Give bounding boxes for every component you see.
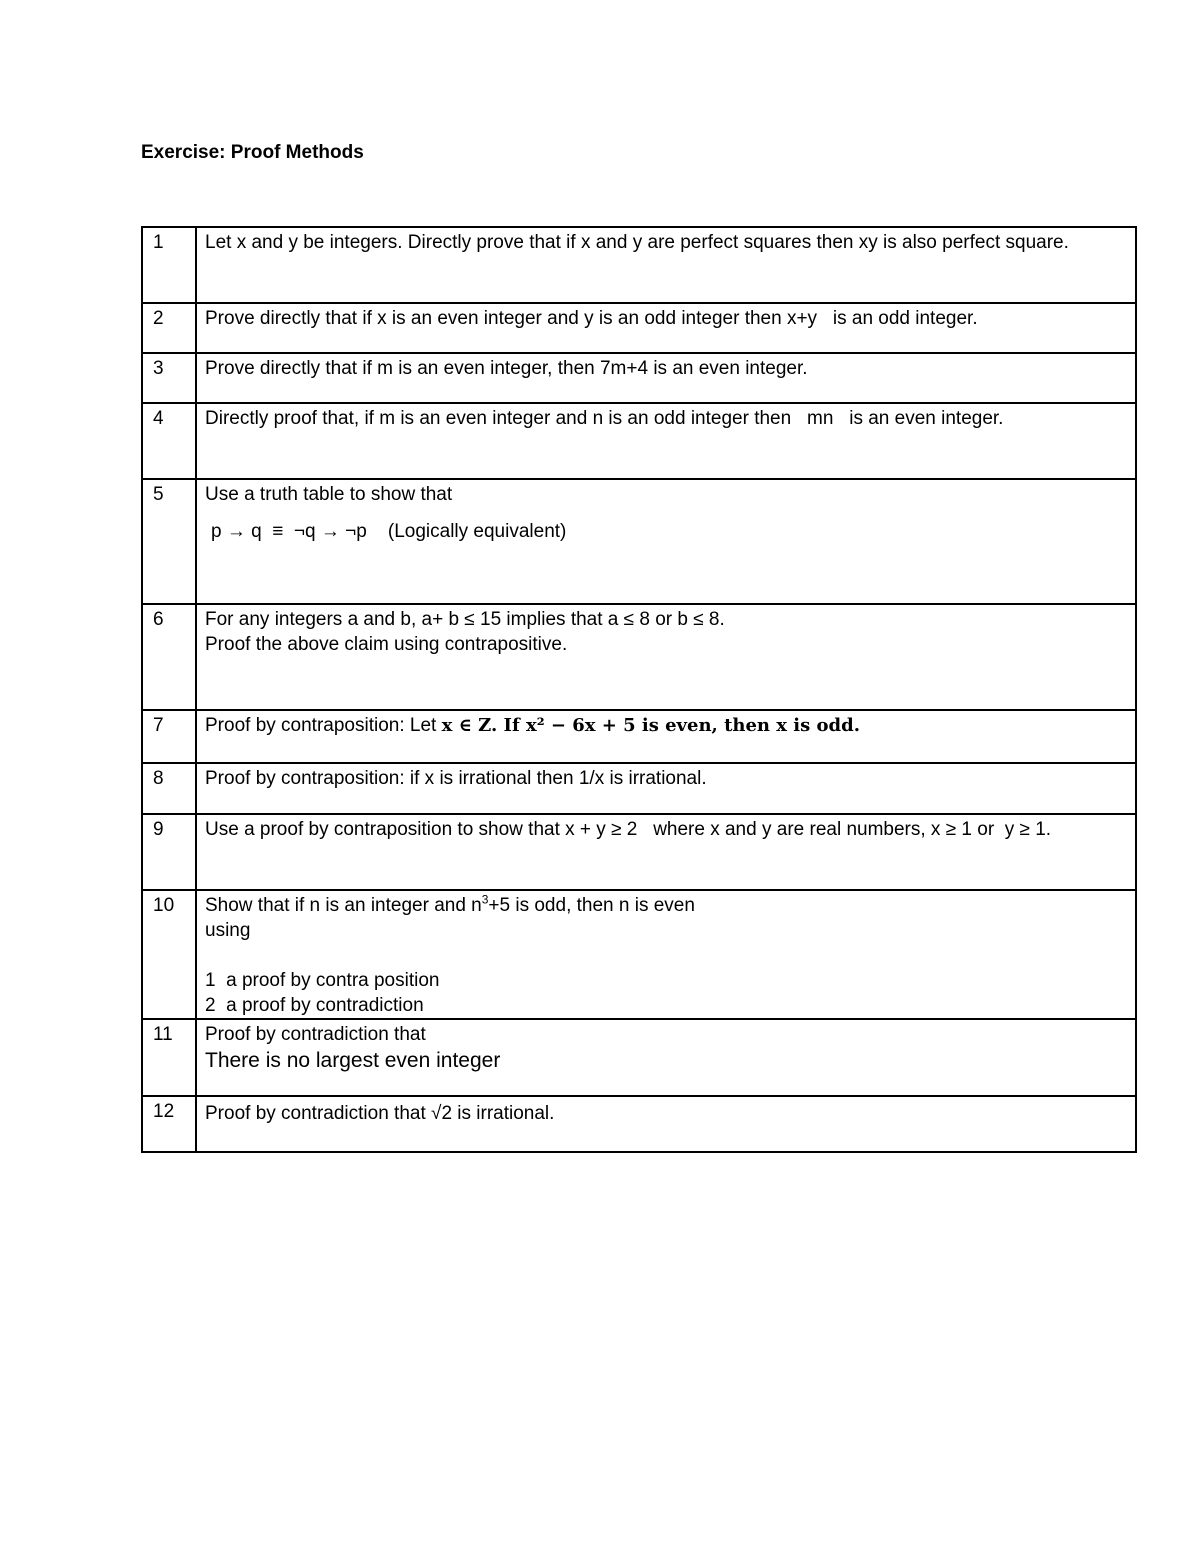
exercise-text: Prove directly that if m is an even integer, then 7m+4 is an even integer. bbox=[196, 353, 1136, 403]
list-item: 2 a proof by contradiction bbox=[205, 995, 424, 1016]
exercise-number: 11 bbox=[142, 1019, 196, 1096]
exercise-number: 1 bbox=[142, 227, 196, 303]
page-title: Exercise: Proof Methods bbox=[141, 142, 364, 163]
exercise-number: 8 bbox=[142, 763, 196, 814]
exercise-text bbox=[196, 479, 1136, 604]
exercise-number: 2 bbox=[142, 303, 196, 353]
exercise-line: Proof the above claim using contrapositive. bbox=[205, 634, 568, 655]
math-expression: x ∈ Z. If x² − 6x + 5 is even, then x is odd. bbox=[441, 715, 860, 736]
table-row bbox=[142, 814, 1136, 890]
table-row bbox=[142, 604, 1136, 710]
superscript: 3 bbox=[481, 892, 489, 907]
exercise-number: 5 bbox=[142, 479, 196, 604]
exercise-table bbox=[141, 226, 1137, 1153]
table-row bbox=[142, 1019, 1136, 1096]
exercise-line: Proof by contraposition: Let bbox=[205, 715, 442, 736]
table-row bbox=[142, 1096, 1136, 1152]
exercise-line: For any integers a and b, a+ b ≤ 15 implies that a ≤ 8 or b ≤ 8. bbox=[205, 609, 725, 630]
table-row bbox=[142, 227, 1136, 303]
logic-equivalence: p → q ≡ ¬q → ¬p (Logically equivalent) bbox=[211, 521, 567, 542]
exercise-number: 12 bbox=[142, 1096, 196, 1152]
exercise-number: 10 bbox=[142, 890, 196, 1019]
spacer bbox=[205, 943, 1127, 968]
table-row bbox=[142, 403, 1136, 479]
table-row bbox=[142, 710, 1136, 763]
exercise-number: 6 bbox=[142, 604, 196, 710]
exercise-text: Prove directly that if x is an even integer and y is an odd integer then x+y is an odd integer. bbox=[196, 303, 1136, 353]
exercise-number: 7 bbox=[142, 710, 196, 763]
table-row bbox=[142, 890, 1136, 1019]
exercise-line-part: Show that if n is an integer and n bbox=[205, 895, 482, 916]
table-row bbox=[142, 353, 1136, 403]
exercise-line: using bbox=[205, 920, 251, 941]
exercise-text bbox=[196, 710, 1136, 763]
exercise-line: There is no largest even integer bbox=[205, 1049, 501, 1072]
exercise-text bbox=[196, 890, 1136, 1019]
exercise-line: Proof by contradiction that bbox=[205, 1024, 426, 1045]
exercise-text: Proof by contraposition: if x is irrational then 1/x is irrational. bbox=[196, 763, 1136, 814]
table-row bbox=[142, 763, 1136, 814]
table-row bbox=[142, 479, 1136, 604]
exercise-number: 3 bbox=[142, 353, 196, 403]
exercise-text: Proof by contradiction that √2 is irrational. bbox=[196, 1096, 1136, 1152]
exercise-text: Let x and y be integers. Directly prove that if x and y are perfect squares then xy is also perfect square. bbox=[196, 227, 1136, 303]
exercise-number: 4 bbox=[142, 403, 196, 479]
exercise-line-part: +5 is odd, then n is even bbox=[488, 895, 695, 916]
exercise-line bbox=[205, 893, 1127, 918]
exercise-text: Directly proof that, if m is an even integer and n is an odd integer then mn is an even integer. bbox=[196, 403, 1136, 479]
exercise-line: Use a truth table to show that bbox=[205, 484, 453, 505]
table-row bbox=[142, 303, 1136, 353]
exercise-text: Use a proof by contraposition to show that x + y ≥ 2 where x and y are real numbers, x ≥ 1 or y ≥ 1. bbox=[196, 814, 1136, 890]
list-item: 1 a proof by contra position bbox=[205, 970, 440, 991]
exercise-number: 9 bbox=[142, 814, 196, 890]
exercise-text bbox=[196, 1019, 1136, 1096]
exercise-text bbox=[196, 604, 1136, 710]
